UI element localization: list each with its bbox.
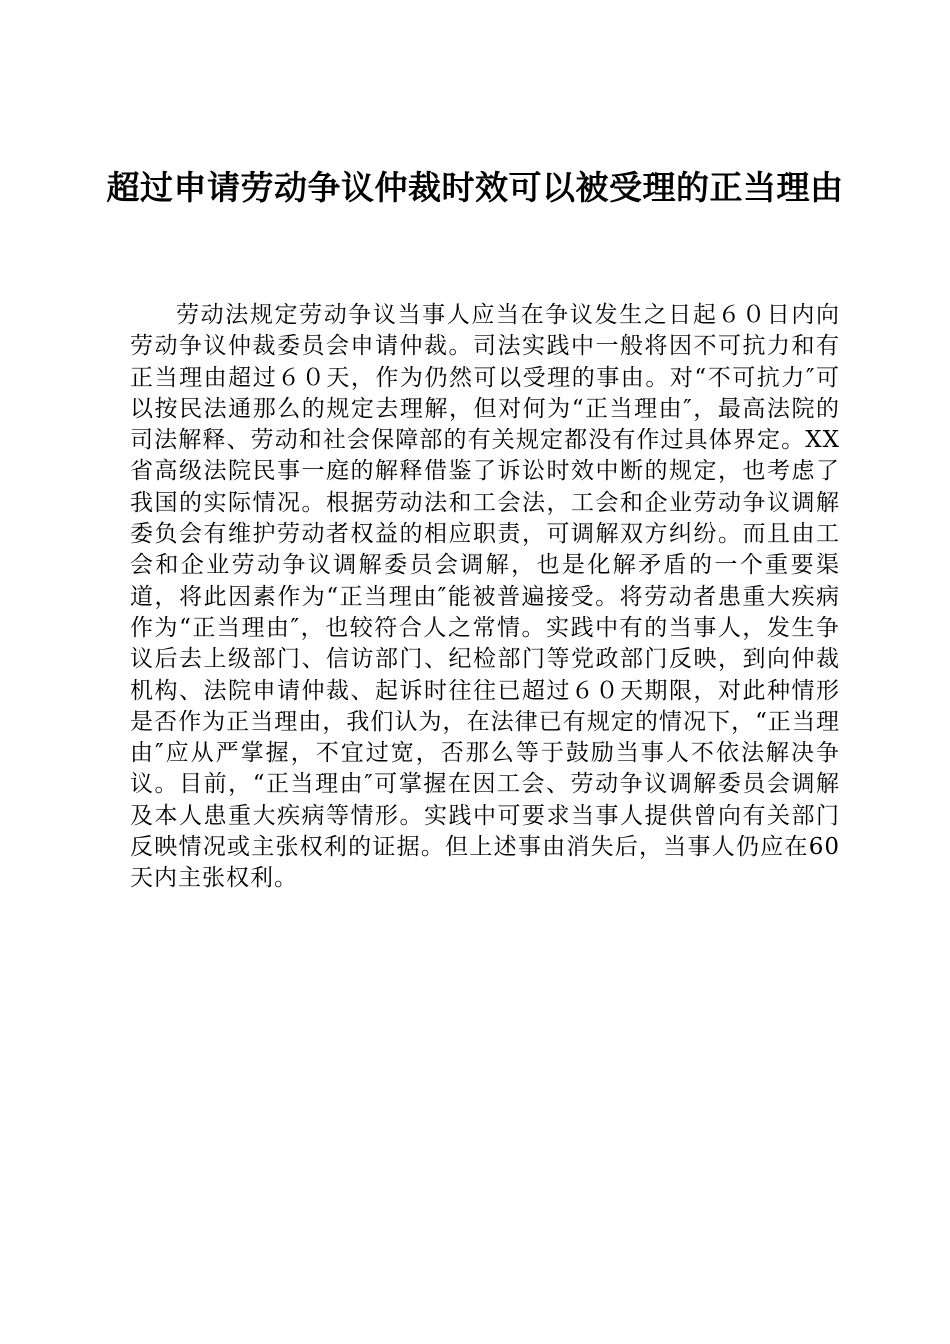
document-title: 超过申请劳动争议仲裁时效可以被受理的正当理由 bbox=[106, 168, 844, 207]
body-paragraph: 劳动法规定劳动争议当事人应当在争议发生之日起６０日内向劳动争议仲裁委员会申请仲裁。司法实践中一般将因不可抗力和有正当理由超过６０天，作为仍然可以受理的事由。对“不可抗力″可以按民法通那么的规定去理解，但对何为“正当理由″，最高法院的司法解释、劳动和社会保障部的有关规定都没有作过具体界定。XX省高级法院民事一庭的解释借鉴了诉讼时效中断的规定，也考虑了我国的实际情况。根据劳动法和工会法，工会和企业劳动争议调解委负会有维护劳动者权益的相应职责，可调解双方纠纷。而且由工会和企业劳动争议调解委员会调解，也是化解矛盾的一个重要渠道，将此因素作为“正当理由″能被普遍接受。将劳动者患重大疾病作为“正当理由″，也较符合人之常情。实践中有的当事人，发生争议后去上级部门、信访部门、纪检部门等党政部门反映，到向仲裁机构、法院申请仲裁、起诉时往往已超过６０天期限，对此种情形是否作为正当理由，我们认为，在法律已有规定的情况下，“正当理由″应从严掌握，不宜过宽，否那么等于鼓励当事人不依法解决争议。目前，“正当理由″可掌握在因工会、劳动争议调解委员会调解及本人患重大疾病等情形。实践中可要求当事人提供曾向有关部门反映情况或主张权利的证据。但上述事由消失后，当事人仍应在60天内主张权利。 bbox=[130, 302, 840, 892]
